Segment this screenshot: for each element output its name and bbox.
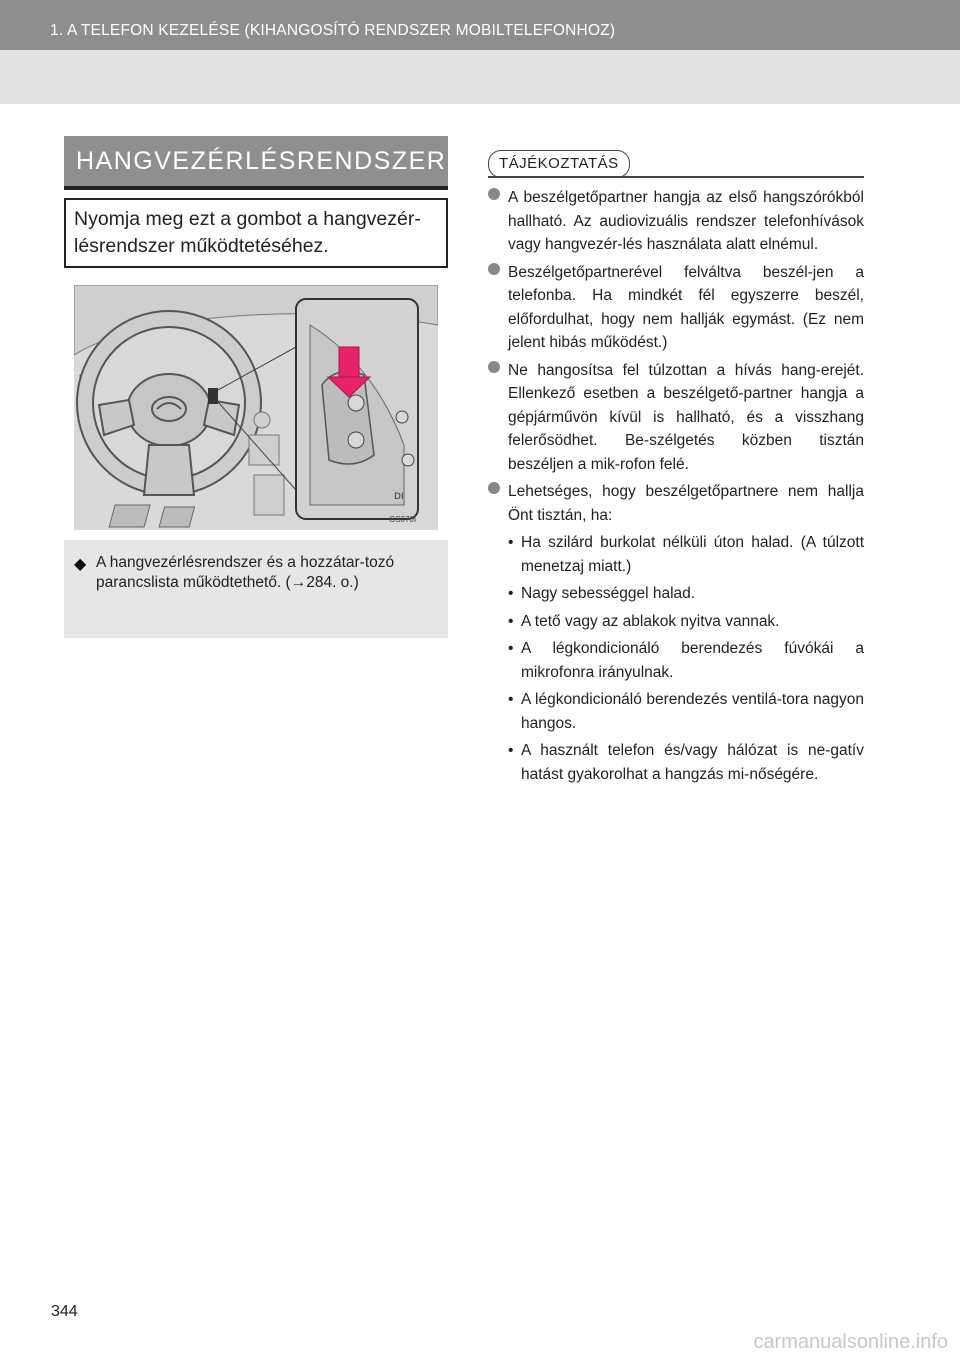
condition-text: A légkondicionáló berendezés ventilá-tora nagyon hangos. xyxy=(521,691,864,732)
sub-bullet: • xyxy=(508,534,514,551)
sub-bullet: • xyxy=(508,612,514,630)
condition-text: Nagy sebességgel halad. xyxy=(521,585,696,602)
condition-item xyxy=(508,582,864,606)
sub-bullet: • xyxy=(508,640,514,657)
instruction-box xyxy=(64,198,448,268)
info-item-text: A beszélgetőpartner hangja az első hangszórókból hallható. Az audiovizuális rendszer telefonhívások vagy hangvezér-lés használata alatt elnémul. xyxy=(508,189,864,253)
note-box xyxy=(64,540,448,638)
sub-bullet: • xyxy=(508,742,514,759)
info-list xyxy=(488,186,864,790)
instruction-text: Nyomja meg ezt a gombot a hangvezér-lésrendszer működtetéséhez. xyxy=(74,208,421,257)
header-bar xyxy=(0,0,960,50)
condition-text: A légkondicionáló berendezés fúvókái a mikrofonra irányulnak. xyxy=(521,640,864,681)
condition-text: A tető vagy az ablakok nyitva vannak. xyxy=(521,612,780,630)
condition-item xyxy=(508,610,864,634)
condition-text: A használt telefon és/vagy hálózat is ne-gatív hatást gyakorolhat a hangzás mi-nőségére. xyxy=(521,742,864,783)
info-item xyxy=(488,186,864,257)
condition-item xyxy=(508,637,864,684)
dashboard-illustration-svg xyxy=(74,285,438,530)
bullet-dot-icon xyxy=(488,188,500,200)
sub-bullet: • xyxy=(508,691,514,708)
figure-code: GS070I xyxy=(389,515,417,524)
condition-item xyxy=(508,739,864,786)
bullet-dot-icon xyxy=(488,482,500,494)
info-item-text: Lehetséges, hogy beszélgetőpartnere nem hallja Önt tisztán, ha: xyxy=(508,483,864,524)
steering-wheel-illustration xyxy=(74,285,438,530)
zoom-inset xyxy=(296,299,418,519)
info-label: TÁJÉKOZTATÁS xyxy=(488,150,630,178)
bullet-dot-icon xyxy=(488,263,500,275)
info-item xyxy=(488,480,864,786)
condition-text: Ha szilárd burkolat nélküli úton halad. (A túlzott menetzaj miatt.) xyxy=(521,534,864,575)
info-item xyxy=(488,261,864,355)
diamond-bullet-icon: ◆ xyxy=(74,556,87,573)
note-text: A hangvezérlésrendszer és a hozzátar-tozó parancslista működtethető. (→284. o.) xyxy=(96,554,395,591)
steering-wheel xyxy=(77,311,261,495)
info-item-text: Beszélgetőpartnerével felváltva beszél-jen a telefonba. Ha mindkét fél egyszerre beszél, előfordulhat, hogy nem hallják egymást. (Ez nem jelent hibás működést.) xyxy=(508,263,864,351)
sub-bullet: • xyxy=(508,585,514,602)
bullet-dot-icon xyxy=(488,361,500,373)
chapter-title: 1. A TELEFON KEZELÉSE (KIHANGOSÍTÓ RENDSZER MOBILTELEFONHOZ) xyxy=(50,22,616,39)
watermark: carmanualsonline.info xyxy=(753,1331,948,1353)
section-heading xyxy=(64,136,448,190)
info-item xyxy=(488,359,864,477)
condition-item xyxy=(508,531,864,578)
page-number: 344 xyxy=(51,1303,78,1320)
info-divider xyxy=(488,176,864,178)
condition-item xyxy=(508,688,864,735)
condition-list xyxy=(508,531,864,786)
info-item-text: Ne hangosítsa fel túlzottan a hívás hang-erejét. Ellenkező esetben a beszélgető-partner hangja a gépjárművön kívül is hallható, és a visszhang felerősödhet. Be-szélgetés közben tisztán beszéljen a mik-rofon felé. xyxy=(508,361,864,473)
section-title: HANGVEZÉRLÉSRENDSZER xyxy=(76,147,447,175)
svg-text:DI: DI xyxy=(394,492,404,502)
